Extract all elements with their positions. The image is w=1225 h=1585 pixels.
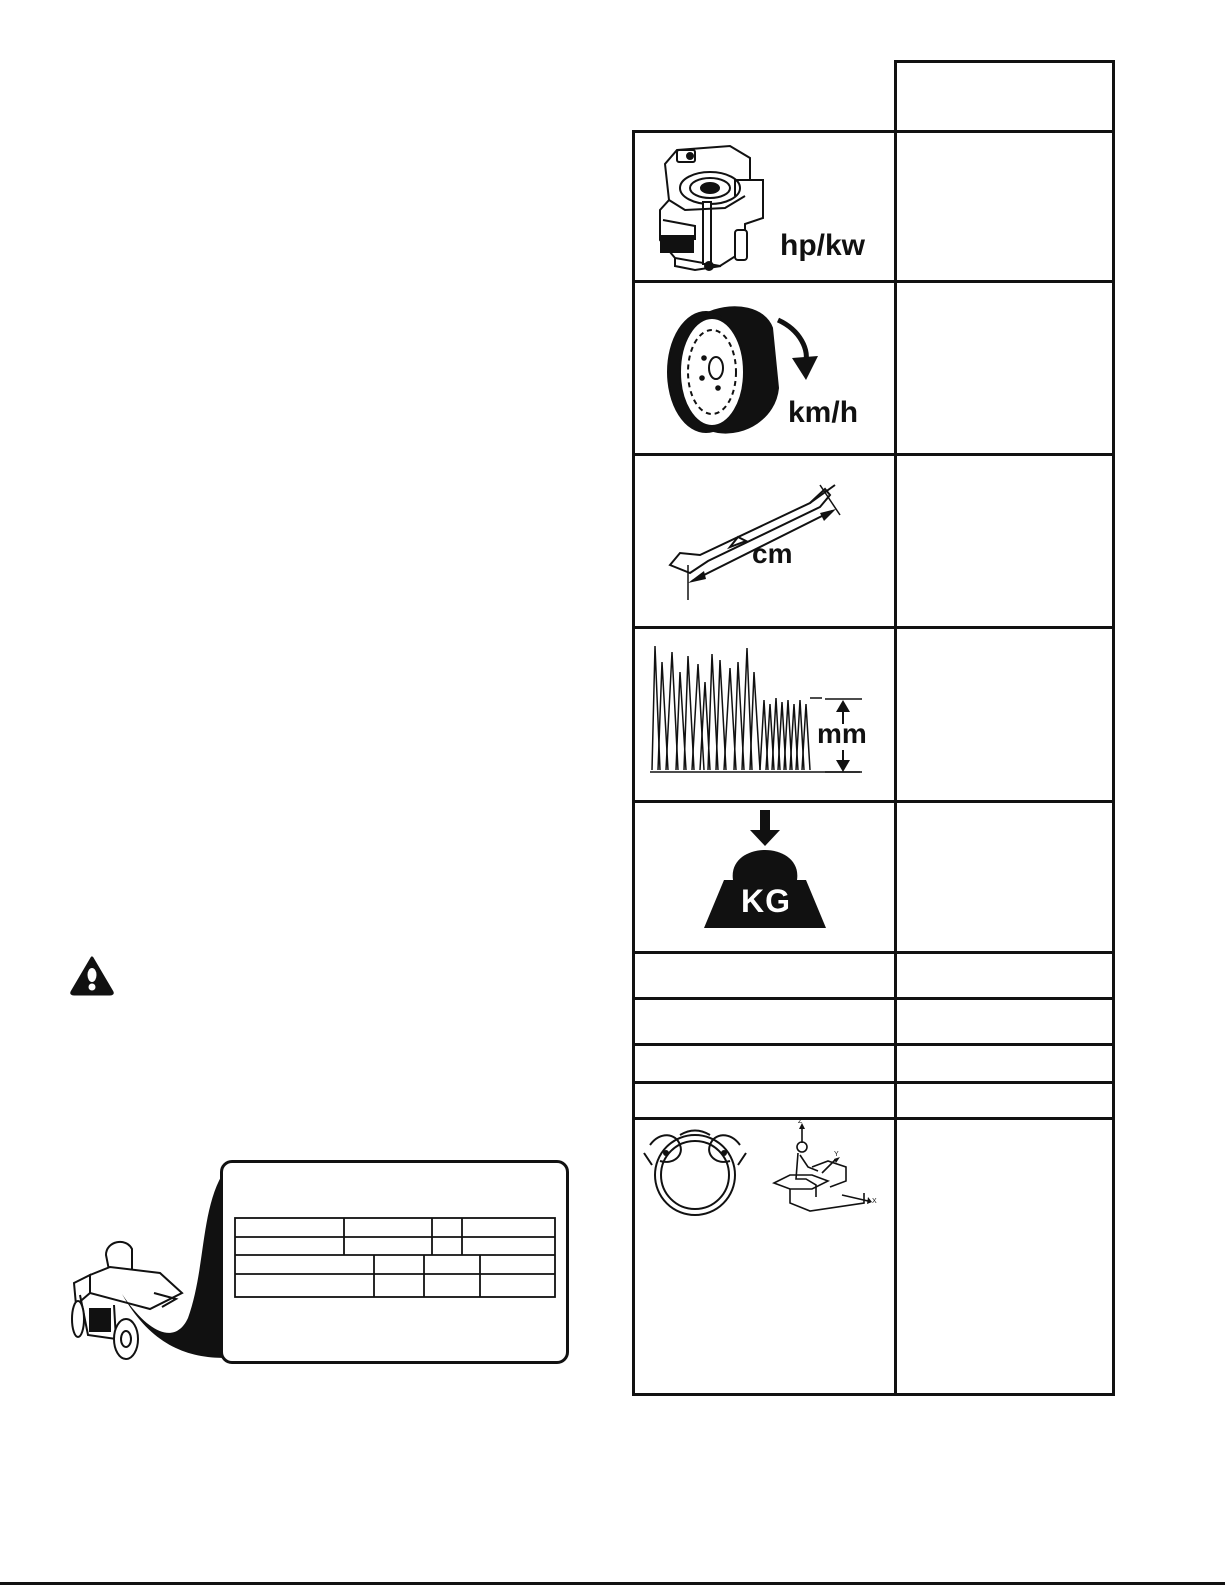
warning-icon [70, 956, 114, 996]
row-separator [632, 280, 1115, 283]
callout-pointer [120, 1168, 230, 1363]
table-right-border [1112, 60, 1115, 1396]
row-separator [632, 1043, 1115, 1046]
height-unit-label: mm [817, 718, 867, 749]
table-left-border [632, 130, 635, 1396]
row-separator [632, 951, 1115, 954]
axis-label-x: X [872, 1198, 877, 1205]
row-separator [632, 800, 1115, 803]
grass-height-icon [650, 642, 875, 777]
engine-icon [655, 140, 775, 275]
row-separator [632, 997, 1115, 1000]
row-separator [632, 1081, 1115, 1084]
table-bottom-border [632, 1393, 1115, 1396]
weight-unit-label: KG [741, 883, 791, 919]
table-header-left-border [894, 60, 897, 1396]
engine-unit-label: hp/kw [780, 229, 866, 262]
table-header-top-border [894, 60, 1115, 63]
row-separator [632, 130, 1115, 133]
axis-label-y: Y [834, 1151, 839, 1158]
axis-label-z: Z [798, 1118, 803, 1125]
seat-vibration-icon [772, 1118, 882, 1223]
steering-wheel-vibration-icon [640, 1125, 750, 1220]
blade-unit-label: cm [752, 538, 793, 569]
row-separator [632, 1117, 1115, 1120]
speed-unit-label: km/h [788, 396, 859, 429]
row-separator [632, 453, 1115, 456]
row-separator [632, 626, 1115, 629]
model-label-grid [234, 1217, 556, 1299]
